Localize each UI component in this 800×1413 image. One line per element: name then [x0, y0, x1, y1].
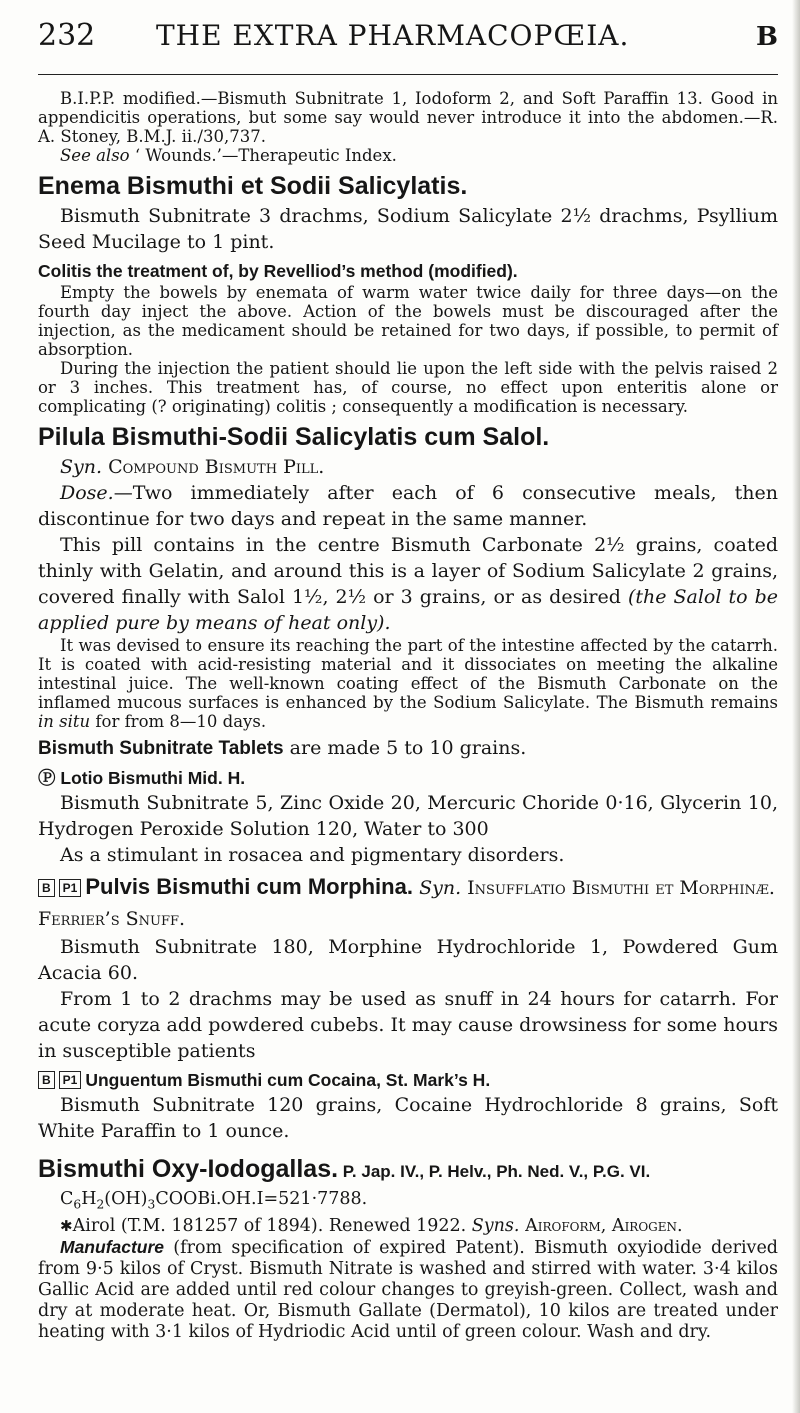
colitis-para-1: Empty the bowels by enemata of warm water twice daily for three days—on the fourth day inject the above. Action of the bowels must be discouraged after the injection, as the medicament should be retained for two days, if possible, to permit of absorption. [38, 283, 778, 359]
colitis-para-2: During the injection the patient should lie upon the left side with the pelvis raised 2 or 3 inches. This treatment has, of course, no effect upon enteritis alone or complicating (? originating) colitis ; consequently a modification is necessary. [38, 359, 778, 416]
enema-title: Enema Bismuthi et Sodii Salicylatis. [38, 172, 468, 200]
dose-text: —Two immediately after each of 6 consecutive meals, then discontinue for two days and repeat in the same manner. [38, 482, 778, 530]
tablets-line [38, 735, 778, 762]
pulvis-syn-label: Syn. [419, 877, 462, 899]
formulary-box-icon: P1 [59, 879, 82, 897]
lotio-title: Lotio Bismuthi Mid. H. [60, 768, 246, 788]
contents-text: This pill contains in the centre Bismuth Carbonate 2½ grains, coated thinly with Gelatin, and around this is a layer of Sodium Salicylate 2 grains, covered finally with Salol 1½, 2½ or 3 grains, or as desired [38, 534, 778, 608]
unguentum-title-line [38, 1068, 778, 1092]
page-header [38, 18, 778, 70]
formula-part: (OH) [104, 1189, 148, 1209]
colitis-title: Colitis the treatment of, by Revelliod’s method (modified). [38, 261, 518, 281]
pulvis-title: Pulvis Bismuthi cum Morphina. [85, 874, 413, 899]
running-head: THE EXTRA PHARMACOPŒIA. [156, 19, 630, 52]
manufacture-para [38, 1237, 778, 1343]
airol-text: Airol (T.M. 181257 of 1894). Renewed 1922. [72, 1215, 467, 1236]
note-end: for from 8—10 days. [90, 712, 267, 731]
formula-subscript: 3 [147, 1197, 156, 1212]
page-edge-shadow [792, 0, 800, 1413]
header-rule [38, 74, 778, 75]
see-also-label: See also [60, 146, 130, 165]
oxy-title: Bismuthi Oxy-Iodogallas. [38, 1155, 339, 1183]
pilula-note [38, 636, 778, 731]
formula-part: COOBi.OH.I=521·7788. [155, 1189, 368, 1209]
oxy-refs: P. Jap. IV., P. Helv., Ph. Ned. V., P.G. VI. [338, 1162, 651, 1181]
formulary-box-icon: B [38, 879, 55, 897]
pilula-syn-text: Compound Bismuth Pill. [108, 456, 325, 478]
pulvis-syn-text: Insufflatio Bismuthi et Morphinæ. Ferrier’s Snuff. [38, 877, 775, 930]
manufacture-label: Manufacture [60, 1236, 165, 1257]
note-text: It was devised to ensure its reaching the part of the intestine affected by the catarrh. It is coated with acid-resisting material and it dissociates on meeting the alkaline intestinal juice. The well-known coating effect of the Bismuth Carbonate on the inflamed mucous surfaces is enhanced by the Sodium Salicylate. The Bismuth remains [38, 636, 778, 712]
lotio-use: As a stimulant in rosacea and pigmentary disorders. [60, 844, 565, 866]
syns-label: Syns. [471, 1215, 520, 1236]
manufacture-text: (from specification of expired Patent). Bismuth oxyiodide derived from 9·5 kilos of Cryst. Bismuth Nitrate is washed and stirred with water. 3·4 kilos Gallic Acid are added until red colour changes to greyish-green. Collect, wash and dry at moderate heat. Or, Bismuth Gallate (Dermatol), 10 kilos are treated under heating with 3·1 kilos of Hydriodic Acid until of green colour. Wash and dry. [38, 1237, 778, 1342]
tablets-label: Bismuth Subnitrate Tablets [38, 738, 284, 759]
syns-text: Airoform, Airogen. [525, 1215, 683, 1236]
pulvis-use: From 1 to 2 drachms may be used as snuff in 24 hours for catarrh. For acute coryza add powdered cubebs. It may cause drowsiness for some hours in susceptible patients [38, 988, 778, 1062]
pilula-title: Pilula Bismuthi-Sodii Salicylatis cum Salol. [38, 423, 550, 451]
book-page [38, 18, 778, 1343]
lotio-formula: Bismuth Subnitrate 5, Zinc Oxide 20, Mercuric Choride 0·16, Glycerin 10, Hydrogen Peroxide Solution 120, Water to 300 [38, 792, 778, 840]
unguentum-formula: Bismuth Subnitrate 120 grains, Cocaine Hydrochloride 8 grains, Soft White Paraffin to 1 ounce. [38, 1094, 778, 1142]
formula-subscript: 2 [96, 1197, 105, 1212]
dose-label: Dose. [60, 482, 114, 504]
contents-italic: (the Salol to be applied pure by means of heat only). [38, 586, 778, 634]
oxy-title-line [38, 1152, 778, 1189]
page-number: 232 [38, 18, 96, 53]
see-also-text: ‘ Wounds.’—Therapeutic Index. [129, 146, 397, 165]
unguentum-title: Unguentum Bismuthi cum Cocaina, St. Mark’s H. [85, 1070, 491, 1090]
formula-part: H [81, 1189, 97, 1209]
see-also-line [38, 146, 778, 165]
formula-part: C [60, 1189, 74, 1209]
pilula-contents [38, 532, 778, 636]
lotio-symbol: Ⓟ [38, 768, 56, 788]
intro-paragraph [38, 89, 778, 146]
formulary-box-icon: B [38, 1071, 55, 1089]
corner-letter: B [756, 22, 778, 52]
star-icon: ✱ [60, 1216, 73, 1235]
pilula-dose [38, 480, 778, 532]
formula-subscript: 6 [73, 1197, 82, 1212]
syn-label: Syn. [60, 456, 103, 478]
tablets-text: are made 5 to 10 grains. [283, 737, 527, 759]
oxy-formula-line [38, 1189, 778, 1216]
pilula-syn [38, 454, 778, 480]
note-italic: in situ [38, 712, 91, 731]
enema-formula: Bismuth Subnitrate 3 drachms, Sodium Salicylate 2½ drachms, Psyllium Seed Mucilage to 1 pint. [38, 205, 778, 253]
formulary-box-icon: P1 [59, 1071, 82, 1089]
pulvis-title-line [38, 872, 778, 934]
intro-text: B.I.P.P. modified.—Bismuth Subnitrate 1, Iodoform 2, and Soft Paraffin 13. Good in appendicitis operations, but some say would never introduce it into the abdomen.—R. A. Stoney, B.M.J. ii./30,737. [38, 89, 778, 146]
lotio-title-line [38, 766, 778, 790]
pulvis-formula: Bismuth Subnitrate 180, Morphine Hydrochloride 1, Powdered Gum Acacia 60. [38, 936, 778, 984]
airol-line [38, 1216, 778, 1237]
